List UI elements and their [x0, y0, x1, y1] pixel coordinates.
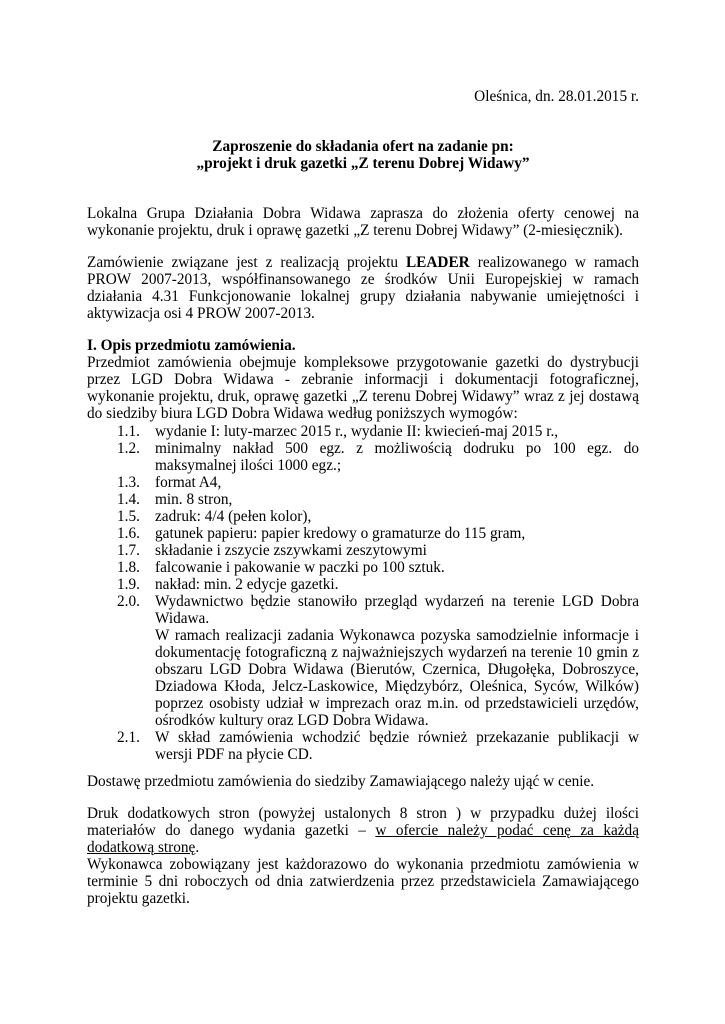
place-date: Oleśnica, dn. 28.01.2015 r.: [474, 88, 639, 105]
list-item-number: 1.8.: [117, 559, 140, 576]
list-item-text: zadruk: 4/4 (pełen kolor),: [155, 508, 312, 525]
list-item-number: 1.1.: [117, 423, 140, 440]
list-item-number: 1.4.: [117, 491, 140, 508]
intro-paragraph: Lokalna Grupa Działania Dobra Widawa zaprasza do złożenia oferty cenowej na wykonanie projektu, druk i oprawę gazetki „Z terenu Dobrej Widawy” (2-miesięcznik).: [87, 205, 639, 239]
list-item: [87, 559, 639, 576]
title-line-1: Zaproszenie do składania ofert na zadanie pn:: [212, 138, 514, 155]
list-item-number: 1.3.: [117, 474, 140, 491]
list-item: [87, 508, 639, 525]
list-item: [87, 627, 639, 729]
list-item-number: 1.2.: [117, 440, 140, 457]
list-item-text: składanie i zszycie zszywkami zeszytowymi: [155, 542, 427, 559]
list-item-number: 1.5.: [117, 508, 140, 525]
list-item: [87, 593, 639, 627]
project-paragraph: [87, 254, 639, 322]
title-line-2: „projekt i druk gazetki „Z terenu Dobrej Widawy”: [196, 155, 530, 172]
extra-pages-end: .: [195, 839, 200, 856]
project-leader-bold: LEADER: [405, 254, 470, 271]
list-item: [87, 491, 639, 508]
list-item-number: 1.9.: [117, 576, 140, 593]
list-item-text: format A4,: [155, 474, 222, 491]
list-item: [87, 542, 639, 559]
deadline-paragraph: Wykonawca zobowiązany jest każdorazowo do wykonania przedmiotu zamówienia w terminie 5 dni roboczych od dnia zatwierdzenia przez przedstawiciela Zamawiającego projektu gazetki.: [87, 856, 639, 907]
section1-text: Przedmiot zamówienia obejmuje kompleksowe przygotowanie gazetki do dystrybucji przez LGD Dobra Widawa - zebranie informacji i dokumentacji fotograficznej, wykonanie projektu, druk, oprawę gazetki „Z terenu Dobrej Widawy” wraz z jej dostawą do siedziby biura LGD Dobra Widawa według poniższych wymogów:: [87, 354, 639, 422]
list-item-text: nakład: min. 2 edycje gazetki.: [155, 576, 339, 593]
list-item-text: min. 8 stron,: [155, 491, 233, 508]
extra-pages-text: Druk dodatkowych stron (powyżej ustalonych 8 stron ) w przypadku dużej ilości materiałów do danego wydania gazetki –: [87, 805, 639, 839]
list-item: [87, 525, 639, 542]
list-item-text: wydanie I: luty-marzec 2015 r., wydanie II: kwiecień-maj 2015 r.,: [155, 423, 559, 440]
section1: [87, 337, 639, 422]
list-item-text: W skład zamówienia wchodzić będzie również przekazanie publikacji w wersji PDF na płycie CD.: [155, 729, 639, 763]
delivery-paragraph: Dostawę przedmiotu zamówienia do siedziby Zamawiającego należy ująć w cenie.: [87, 773, 595, 790]
list-item-number: 2.1.: [117, 729, 140, 746]
list-item-text: gatunek papieru: papier kredowy o gramaturze do 115 gram,: [155, 525, 526, 542]
list-item-text: Wydawnictwo będzie stanowiło przegląd wydarzeń na terenie LGD Dobra Widawa.: [155, 593, 639, 627]
list-item: [87, 729, 639, 763]
list-item: [87, 423, 639, 440]
list-item-number: [87, 627, 155, 729]
list-item: [87, 576, 639, 593]
section1-heading: I. Opis przedmiotu zamówienia.: [87, 337, 296, 354]
extra-pages-paragraph: [87, 805, 639, 856]
list-item: [87, 440, 639, 474]
requirements-list: [87, 423, 639, 763]
list-item-text: W ramach realizacji zadania Wykonawca pozyska samodzielnie informacje i dokumentację fotograficzną z najważniejszych wydarzeń na terenie 10 gmin z obszaru LGD Dobra Widawa (Bierutów, Czernica, Długołęka, Dobroszyce, Dziadowa Kłoda, Jelcz-Laskowice, Międzybórz, Oleśnica, Syców, Wilków) poprzez osobisty udział w imprezach oraz m.in. od przedstawicieli urzędów, ośrodków kultury oraz LGD Dobra Widawa.: [155, 627, 639, 729]
list-item-number: 2.0.: [117, 593, 140, 610]
list-item-text: minimalny nakład 500 egz. z możliwością dodruku po 100 egz. do maksymalnej ilości 1000 egz.;: [155, 440, 639, 474]
project-text-before: Zamówienie związane jest z realizacją projektu: [87, 254, 406, 271]
list-item-text: falcowanie i pakowanie w paczki po 100 sztuk.: [155, 559, 445, 576]
list-item-number: 1.6.: [117, 525, 140, 542]
list-item: [87, 474, 639, 491]
extra-pages-underlined: w ofercie należy podać cenę za każdą dodatkową stronę: [87, 822, 639, 856]
list-item-number: 1.7.: [117, 542, 140, 559]
project-text-after: realizowanego w ramach PROW 2007-2013, współfinansowanego ze środków Unii Europejskiej w ramach działania 4.31 Funkcjonowanie lokalnej grupy działania nabywanie umiejętności i aktywizacja osi 4 PROW 2007-2013.: [87, 254, 639, 322]
document-title: [87, 138, 639, 172]
